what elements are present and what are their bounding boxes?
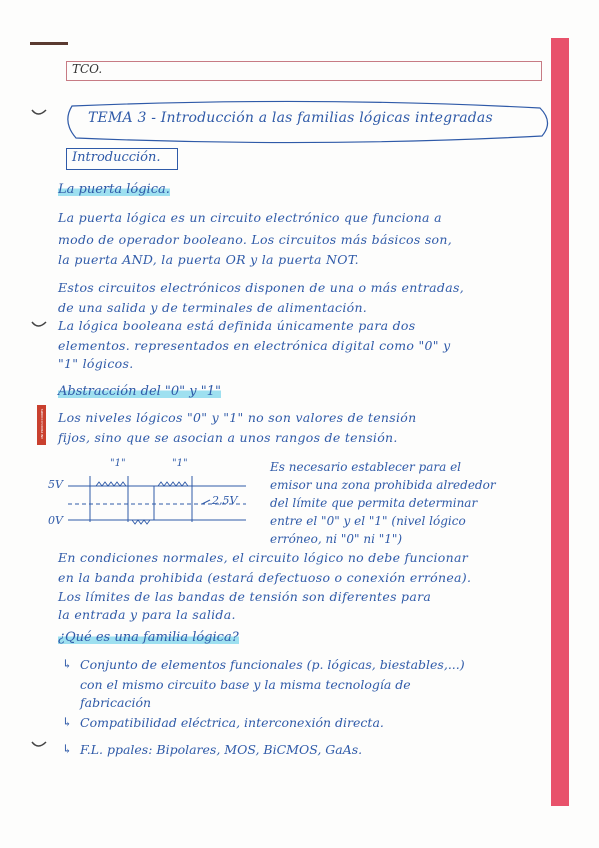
p6-line-2: en la banda prohibida (estará defectuoso o conexión errónea). xyxy=(58,570,472,585)
p2-line-2: de una salida y de terminales de alimentación. xyxy=(58,300,368,315)
p4-line-1: Los niveles lógicos "0" y "1" no son valores de tensión xyxy=(58,410,417,425)
bullet-arrow-1: ↳ xyxy=(62,657,73,671)
p6-line-3: Los límites de las bandas de tensión son diferentes para xyxy=(58,589,432,604)
p5-line-3: del límite que permita determinar xyxy=(270,496,478,510)
p5-line-4: entre el "0" y el "1" (nivel lógico xyxy=(270,514,466,528)
bullet-1-line-1: Conjunto de elementos funcionales (p. lógicas, biestables,...) xyxy=(80,657,465,672)
p1-line-3: la puerta AND, la puerta OR y la puerta NOT. xyxy=(58,252,359,267)
label-2-5v: 2,5V xyxy=(212,494,238,507)
p3-line-3: "1" lógicos. xyxy=(58,356,134,371)
bullet-arrow-2: ↳ xyxy=(62,715,73,729)
intro-label: Introducción. xyxy=(72,150,161,165)
p1-line-2: modo de operador booleano. Los circuitos más básicos son, xyxy=(58,232,452,247)
bullet-1-line-3: fabricación xyxy=(80,695,152,710)
bullet-arrow-3: ↳ xyxy=(62,742,73,756)
p4-line-2: fijos, sino que se asocian a unos rangos de tensión. xyxy=(58,430,398,445)
p3-line-1: La lógica booleana está definida únicamente para dos xyxy=(58,318,416,333)
p5-line-1: Es necesario establecer para el xyxy=(270,460,462,474)
header-box xyxy=(66,61,542,81)
section-heading-puerta: La puerta lógica. xyxy=(58,182,170,197)
course-label: TCO. xyxy=(72,62,103,76)
section-heading-abstraccion: Abstracción del "0" y "1" xyxy=(58,384,221,399)
top-mark xyxy=(30,42,68,45)
bullet-1-line-2: con el mismo circuito base y la misma tecnología de xyxy=(80,677,411,692)
section-heading-familia: ¿Qué es una familia lógica? xyxy=(58,630,239,645)
right-margin-bar xyxy=(551,38,569,806)
p3-line-2: elementos. representados en electrónica digital como "0" y xyxy=(58,338,451,353)
label-logic-1-b: "1" xyxy=(172,458,188,469)
p5-line-2: emisor una zona prohibida alrededor xyxy=(270,478,496,492)
bullet-2-line-1: Compatibilidad eléctrica, interconexión directa. xyxy=(80,715,384,730)
side-tag-text: UNI PRODUCCIONES xyxy=(40,408,44,440)
p2-line-1: Estos circuitos electrónicos disponen de una o más entradas, xyxy=(58,280,464,295)
voltage-band-diagram xyxy=(46,456,276,528)
p1-line-1: La puerta lógica es un circuito electrónico que funciona a xyxy=(58,210,442,225)
page-title: TEMA 3 - Introducción a las familias lógicas integradas xyxy=(88,110,493,126)
p6-line-4: la entrada y para la salida. xyxy=(58,607,236,622)
p5-line-5: erróneo, ni "0" ni "1") xyxy=(270,532,403,546)
bullet-3-line-1: F.L. ppales: Bipolares, MOS, BiCMOS, GaAs. xyxy=(80,742,363,757)
label-0v: 0V xyxy=(48,514,63,527)
p6-line-1: En condiciones normales, el circuito lógico no debe funcionar xyxy=(58,550,468,565)
label-5v: 5V xyxy=(48,478,63,491)
label-logic-1-a: "1" xyxy=(110,458,126,469)
